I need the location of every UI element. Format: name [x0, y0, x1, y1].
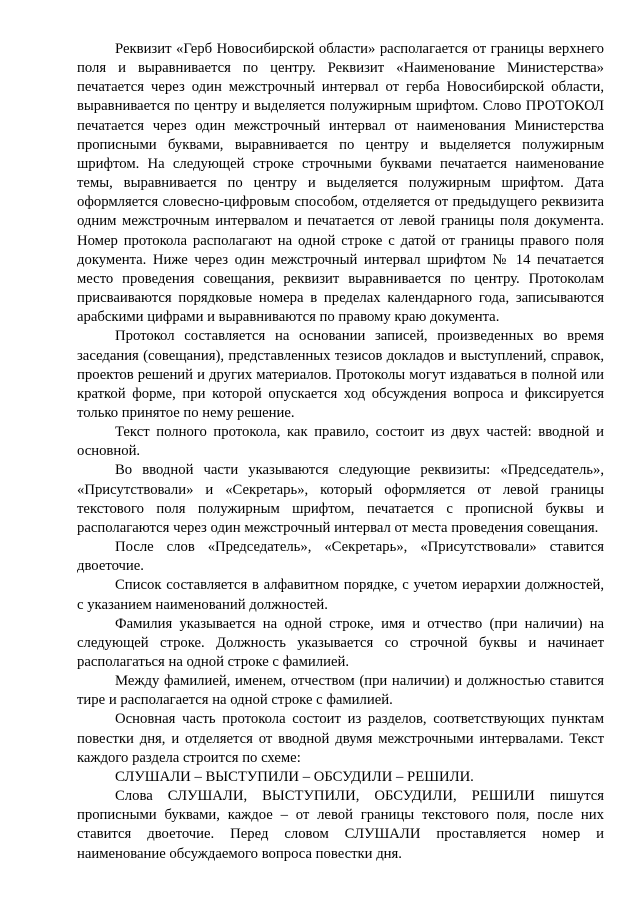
paragraph-main-part: Основная часть протокола состоит из разделов, соответствующих пунктам повестки дня, и отделяется от вводной двумя межстрочными интервалами. Текст каждого раздела строится по схеме: — [77, 711, 604, 766]
paragraph-list-order: Список составляется в алфавитном порядке, с учетом иерархии должностей, с указанием наименований должностей. — [77, 577, 604, 613]
paragraph-surname-rule: Фамилия указывается на одной строке, имя и отчество (при наличии) на следующей строке. Должность указывается со строчной буквы и начинает располагаться на одной строке с фамилией. — [77, 615, 604, 670]
paragraph-scheme: СЛУШАЛИ – ВЫСТУПИЛИ – ОБСУДИЛИ – РЕШИЛИ. — [115, 768, 474, 785]
paragraph-requisites: Реквизит «Герб Новосибирской области» располагается от границы верхнего поля и выравнивается по центру. Реквизит «Наименование Министерства» печатается через один межстрочный интервал от герба Новосибирской области, выравнивается по центру и выделяется полужирным шрифтом. Слово ПРОТОКОЛ печатается через один межстрочный интервал от наименования Министерства прописными буквами, выравнивается по центру и выделяется полужирным шрифтом. На следующей строке строчными буквами печатается наименование темы, выравнивается по центру и выделяется полужирным шрифтом. Дата оформляется словесно-цифровым способом, отделяется от предыдущего реквизита одним межстрочным интервалом и печатается от левой границы поля документа. Номер протокола располагают на одной строке с датой от границы правого поля документа. Ниже через один межстрочный интервал шрифтом № 14 печатается место проведения совещания, реквизит выравнивается по центру. Протоколам присваиваются порядковые номера в пределах календарного года, записываются арабскими цифрами и выравниваются по правому краю документа. — [77, 41, 604, 326]
paragraph-keywords: Слова СЛУШАЛИ, ВЫСТУПИЛИ, ОБСУДИЛИ, РЕШИЛИ пишутся прописными буквами, каждое – от левой границы текстового поля, после них ставится двоеточие. Перед словом СЛУШАЛИ проставляется номер и наименование обсуждаемого вопроса повестки дня. — [77, 788, 604, 862]
document-body — [77, 40, 604, 864]
paragraph-colon-rule: После слов «Председатель», «Секретарь», «Присутствовали» ставится двоеточие. — [77, 539, 604, 575]
paragraph-dash-rule: Между фамилией, именем, отчеством (при наличии) и должностью ставится тире и располагается на одной строке с фамилией. — [77, 673, 604, 709]
paragraph-protocol-parts: Текст полного протокола, как правило, состоит из двух частей: вводной и основной. — [77, 424, 604, 460]
paragraph-protocol-basis: Протокол составляется на основании записей, произведенных во время заседания (совещания), представленных тезисов докладов и выступлений, справок, проектов решений и других материалов. Протоколы могут издаваться в полной или краткой форме, при которой опускается ход обсуждения вопроса и фиксируется только принятое по нему решение. — [77, 328, 604, 421]
paragraph-intro-part: Во вводной части указываются следующие реквизиты: «Председатель», «Присутствовали» и «Секретарь», который оформляется от левой границы текстового поля полужирным шрифтом, печатается с прописной буквы и располагаются через один межстрочный интервал от места проведения совещания. — [77, 462, 604, 536]
